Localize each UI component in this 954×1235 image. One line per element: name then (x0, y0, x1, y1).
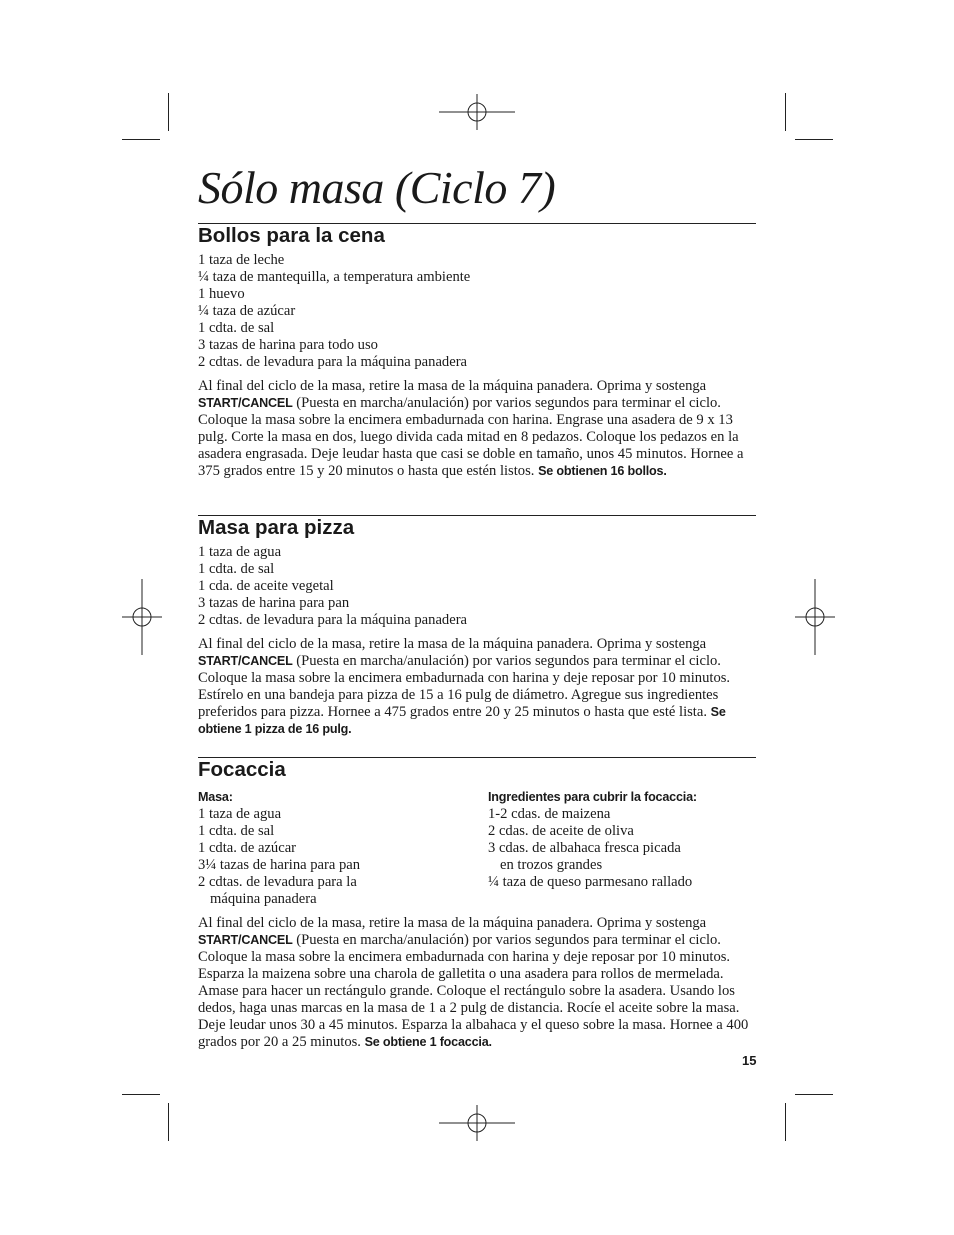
instructions-text: (Puesta en marcha/anulación) por varios segundos para terminar el ciclo. Coloque la masa sobre la encimera embadurnada con harina y deje reposar por 10 minutos. Esparza la maizena sobre una charola de galletita o una asadera para rollos de mermelada. Amase para hacer un rectángulo grande. Coloque el rectángulo sobre la asadera. Usando los dedos, haga unas marcas en la masa de 1 a 2 pulg de distancia. Rocíe el aceite sobre la masa. Deje leudar unos 30 a 45 minutos. Esparza la albahaca y el queso sobre la masa. Hornee a 400 grados por 20 a 25 minutos. (198, 932, 749, 1050)
topping-list (488, 806, 756, 891)
list-item: 1 cdta. de sal (198, 561, 275, 577)
instructions-text: (Puesta en marcha/anulación) por varios segundos para terminar el ciclo. Coloque la masa sobre la encimera embadurnada con harina. Engrase una asadera de 9 x 13 pulg. Corte la masa en dos, luego divida cada mitad en 8 pedazos. Coloque los pedazos en la asadera engrasada. Deje leudar hasta que casi se doble en tamaño, unos 45 minutos. Hornee a 375 grados entre 15 y 20 minutos o hasta que estén listos. (198, 395, 744, 479)
dough-list (198, 806, 488, 908)
registration-mark-bottom-icon (439, 1085, 515, 1161)
instructions-paragraph (198, 915, 756, 1051)
list-item: 1-2 cdas. de maizena (488, 806, 611, 822)
dough-column (198, 789, 488, 908)
dough-label: Masa: (198, 790, 233, 804)
list-item: 3 tazas de harina para pan (198, 595, 350, 611)
list-item: 1 cdta. de sal (198, 320, 275, 336)
instructions-paragraph (198, 378, 756, 480)
instructions-text: Al final del ciclo de la masa, retire la masa de la máquina panadera. Oprima y sostenga (198, 915, 707, 931)
registration-mark-left-icon (104, 579, 180, 655)
crop-mark-top-left-vertical (168, 93, 169, 131)
list-item: ¼ taza de azúcar (198, 303, 296, 319)
crop-mark-bottom-right-vertical (785, 1103, 786, 1141)
list-item: en trozos grandes (500, 857, 603, 873)
list-item: 1 cdta. de sal (198, 823, 275, 839)
list-item: 1 huevo (198, 286, 245, 302)
registration-mark-top-icon (439, 74, 515, 150)
list-item: 2 cdtas. de levadura para la máquina panadera (198, 612, 468, 628)
crop-mark-top-right-vertical (785, 93, 786, 131)
list-item: 3 tazas de harina para todo uso (198, 337, 378, 353)
instructions-text: Al final del ciclo de la masa, retire la masa de la máquina panadera. Oprima y sostenga (198, 378, 707, 394)
ingredient-columns (198, 789, 756, 908)
list-item: 1 taza de agua (198, 806, 282, 822)
list-item: 2 cdas. de aceite de oliva (488, 823, 634, 839)
section-heading: Focaccia (198, 758, 286, 781)
instructions-paragraph (198, 636, 756, 738)
page-number: 15 (742, 1053, 757, 1068)
yield-text: Se obtiene 1 focaccia. (364, 1035, 492, 1049)
list-item: ¼ taza de mantequilla, a temperatura ambiente (198, 269, 471, 285)
list-item: 1 taza de agua (198, 544, 282, 560)
section-heading: Masa para pizza (198, 516, 355, 539)
list-item: 1 cdta. de azúcar (198, 840, 297, 856)
list-item: 2 cdtas. de levadura para la máquina panadera (198, 354, 468, 370)
registration-mark-right-icon (777, 579, 853, 655)
section-pizza (198, 515, 756, 738)
list-item: 3¼ tazas de harina para pan (198, 857, 361, 873)
page-title: Sólo masa (Ciclo 7) (198, 162, 556, 213)
topping-column (488, 789, 756, 908)
yield-text: Se obtienen 16 bollos. (538, 464, 667, 478)
crop-mark-bottom-left-horizontal (122, 1094, 160, 1095)
section-heading: Bollos para la cena (198, 224, 385, 247)
button-label: START/CANCEL (198, 396, 293, 410)
topping-label: Ingredientes para cubrir la focaccia: (488, 790, 697, 804)
section-focaccia (198, 757, 756, 1051)
button-label: START/CANCEL (198, 933, 293, 947)
ingredient-list (198, 252, 756, 371)
list-item: máquina panadera (210, 891, 317, 907)
instructions-text: Al final del ciclo de la masa, retire la masa de la máquina panadera. Oprima y sostenga (198, 636, 707, 652)
list-item: ¼ taza de queso parmesano rallado (488, 874, 693, 890)
ingredient-list (198, 544, 756, 629)
crop-mark-top-left-horizontal (122, 139, 160, 140)
list-item: 1 taza de leche (198, 252, 285, 268)
crop-mark-bottom-left-vertical (168, 1103, 169, 1141)
list-item: 3 cdas. de albahaca fresca picada (488, 840, 681, 856)
crop-mark-top-right-horizontal (795, 139, 833, 140)
yield-text: Se obtiene 1 pizza de 16 pulg. (198, 705, 726, 736)
section-bollos (198, 223, 756, 480)
list-item: 1 cda. de aceite vegetal (198, 578, 334, 594)
list-item: 2 cdtas. de levadura para la (198, 874, 357, 890)
instructions-text: (Puesta en marcha/anulación) por varios segundos para terminar el ciclo. Coloque la masa sobre la encimera embadurnada con harina y deje reposar por 10 minutos. Estírelo en una bandeja para pizza de 15 a 16 pulg de diámetro. Agregue sus ingredientes preferidos para pizza. Hornee a 475 grados entre 20 y 25 minutos o hasta que esté lista. (198, 653, 731, 720)
button-label: START/CANCEL (198, 654, 293, 668)
crop-mark-bottom-right-horizontal (795, 1094, 833, 1095)
